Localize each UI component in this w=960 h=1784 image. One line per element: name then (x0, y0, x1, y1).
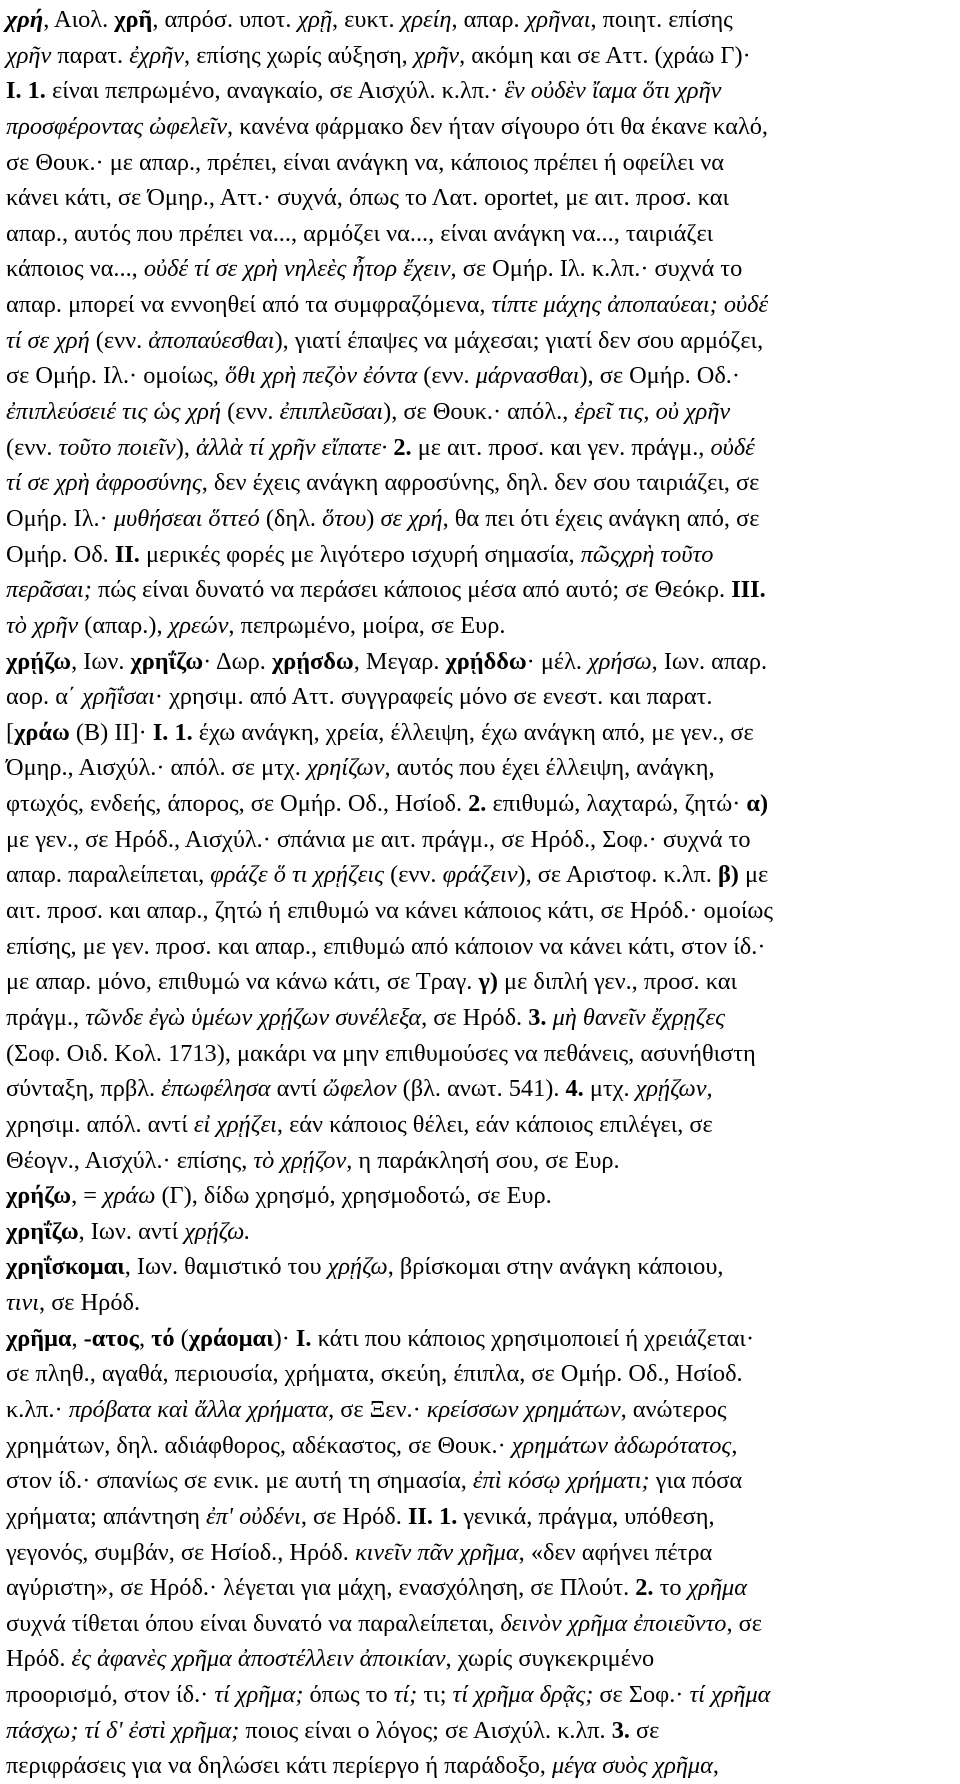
greek-quotation: μέγα συὸς χρῆμα (551, 1752, 713, 1780)
text-line (6, 73, 956, 109)
greek-quotation: χράω (103, 1182, 156, 1210)
definition-text: )· (273, 1324, 296, 1352)
definition-text: αιτ. προσ. και απαρ., ζητώ ή επιθυμώ να κάνει κάποιος κάτι, σε Ηρόδ.· ομοίως (6, 897, 774, 925)
definition-text: ( (174, 1324, 189, 1352)
greek-quotation: ἐπωφέλησα (161, 1075, 271, 1103)
definition-text: , ποιητ. επίσης (590, 6, 733, 33)
definition-text: ), (175, 433, 196, 461)
definition-text: , ακόμη και σε Αττ. (χράω Γ)· (459, 41, 751, 69)
text-line (6, 1570, 956, 1606)
greek-quotation: χρῆν (6, 41, 52, 69)
greek-quotation: χρήσω (588, 647, 652, 675)
text-line (6, 964, 956, 1000)
headword: χράομαι (188, 1324, 274, 1352)
text-line (6, 465, 956, 501)
text-line (6, 1713, 956, 1749)
headword: χρήζω (6, 1182, 72, 1210)
text-line (6, 287, 956, 323)
greek-quotation: τί χρῆμα δρᾷς; (452, 1681, 594, 1709)
text-line (6, 38, 956, 74)
definition-text: , πεπρωμένο, μοίρα, σε Ευρ. (228, 611, 506, 639)
definition-text: επιθυμώ, λαχταρώ, ζητώ· (486, 790, 747, 818)
definition-text: , (712, 1752, 720, 1780)
text-line (6, 644, 956, 680)
headword: χρῄδδω (445, 647, 527, 675)
definition-text: [ (6, 718, 15, 746)
text-line (6, 572, 956, 608)
text-line (6, 822, 956, 858)
greek-quotation: τὸ χρῆν (6, 611, 79, 639)
definition-text: προορισμό, στον ίδ.· (6, 1681, 215, 1709)
definition-text: Ηρόδ. (6, 1645, 72, 1673)
greek-quotation: χρῆΐσαι (82, 683, 155, 711)
definition-text: (Σοφ. Οιδ. Κολ. 1713), μακάρι να μην επιθυμούσες να πεθάνεις, ασυνήθιστη (6, 1039, 756, 1067)
definition-text: πράγμ., (6, 1003, 86, 1031)
definition-text: , Ιων. αντί (78, 1217, 185, 1245)
definition-text: μερικές φορές με λιγότερο ισχυρή σημασία, (139, 540, 581, 568)
greek-quotation: ὤφελον (322, 1075, 397, 1103)
greek-quotation: οὐδέ τί σε χρὴ νηλεὲς ἦτορ ἔχειν (143, 255, 451, 283)
headword: χρῆμα (6, 1324, 72, 1352)
headword: 3. (611, 1716, 630, 1744)
headword: τό (151, 1324, 175, 1352)
definition-text: ), σε Θουκ.· απόλ., (383, 398, 575, 426)
headword: 2. (635, 1574, 654, 1602)
headword: β) (717, 861, 739, 889)
text-line (6, 145, 956, 181)
definition-text: (ενν. (417, 362, 476, 390)
definition-text: μτχ. (583, 1075, 636, 1103)
definition-text: περιφράσεις για να δηλώσει κάτι περίεργο ή παράδοξο, (6, 1752, 552, 1780)
definition-text: , (71, 1324, 84, 1352)
headword: -ατος (83, 1324, 139, 1352)
definition-text: , Ιων. θαμιστικό του (124, 1253, 328, 1281)
text-line (6, 929, 956, 965)
definition-text: φτωχός, ενδεής, άπορος, σε Ομήρ. Οδ., Ησίοδ. (6, 790, 469, 818)
definition-text: το (653, 1574, 688, 1602)
headword: II. (114, 540, 140, 568)
definition-text: , (731, 1431, 738, 1459)
dictionary-page (6, 2, 956, 1784)
text-line (6, 1428, 956, 1464)
definition-text: χρήματα; απάντηση (6, 1502, 207, 1530)
headword: χράω (14, 718, 70, 746)
definition-text: , αυτός που έχει έλλειψη, ανάγκη, (384, 754, 715, 782)
definition-text: Θέογν., Αισχύλ.· επίσης, (6, 1146, 254, 1174)
greek-quotation: πρόβατα καὶ ἄλλα χρήματα (68, 1395, 329, 1423)
definition-text: ), γιατί έπαψες να μάχεσαι; γιατί δεν σου αρμόζει, (274, 326, 764, 354)
text-line (6, 1392, 956, 1428)
text-line (6, 1143, 956, 1179)
greek-quotation: οὐδέ (710, 433, 755, 461)
definition-text: είναι πεπρωμένο, αναγκαίο, σε Αισχύλ. κ.λπ.· (45, 77, 505, 105)
headword: II. 1. (407, 1502, 458, 1530)
greek-quotation: ἐρεῖ τις, οὐ χρῆν (574, 398, 731, 426)
text-line (6, 1606, 956, 1642)
greek-quotation: χρῄζω. (184, 1217, 251, 1245)
greek-quotation: ἀποπαύεσθαι (148, 326, 275, 354)
text-line (6, 251, 956, 287)
text-line (6, 430, 956, 466)
text-line (6, 857, 956, 893)
definition-text: Όμηρ., Αισχύλ.· απόλ. σε μτχ. (6, 754, 307, 782)
definition-text: με διπλή γεν., προσ. και (497, 968, 738, 996)
headword: χρῄσδω (271, 647, 354, 675)
greek-quotation: χρῆναι (525, 6, 591, 33)
definition-text: , απαρ. (451, 6, 526, 33)
definition-text: , «δεν αφήνει πέτρα (518, 1538, 713, 1566)
definition-text: · μέλ. (526, 647, 589, 675)
definition-text: , Ιων. απαρ. (651, 647, 768, 675)
definition-text: , σε Ομήρ. Ιλ. κ.λπ.· συχνά το (450, 255, 743, 283)
definition-text: παρατ. (51, 41, 130, 69)
greek-quotation: χρηίζων (306, 754, 385, 782)
greek-quotation: τοῦτο ποιεῖν (58, 433, 176, 461)
greek-quotation: χρῄζω (327, 1253, 388, 1281)
greek-quotation: ἐπιπλεύσειέ τις ὡς χρή (6, 398, 222, 426)
text-line (6, 1071, 956, 1107)
greek-quotation: τινι (6, 1289, 40, 1317)
definition-text: αντί (270, 1075, 323, 1103)
definition-text: (απαρ.), (78, 611, 169, 639)
definition-text: κ.λπ.· (6, 1395, 69, 1423)
headword: α) (746, 790, 769, 818)
greek-quotation: ὅτου (322, 504, 367, 532)
definition-text: σε Θουκ.· με απαρ., πρέπει, είναι ανάγκη να, κάποιος πρέπει ή οφείλει να (6, 148, 725, 176)
greek-quotation: δεινὸν χρῆμα ἐποιεῦντο (500, 1609, 727, 1637)
text-line (6, 1748, 956, 1784)
text-line (6, 358, 956, 394)
definition-text: αορ. α΄ (6, 683, 83, 711)
text-line (6, 893, 956, 929)
definition-text: όπως το (303, 1681, 394, 1709)
definition-text: , θα πει ότι έχεις ανάγκη από, σε (442, 504, 760, 532)
definition-text: , = (71, 1182, 104, 1210)
headword: 3. (528, 1003, 547, 1031)
text-line (6, 537, 956, 573)
headword: γ) (478, 968, 498, 996)
definition-text: ποιος είναι ο λόγος; σε Αισχύλ. κ.λπ. (239, 1716, 612, 1744)
headword: χρή (6, 6, 44, 33)
text-line (6, 1214, 956, 1250)
greek-quotation: χρῄζων, (635, 1075, 713, 1103)
definition-text: απαρ. μπορεί να εννοηθεί από τα συμφραζόμενα, (6, 291, 492, 319)
definition-text: · Δωρ. (203, 647, 272, 675)
greek-quotation: τὸ χρῄζον (253, 1146, 347, 1174)
greek-quotation: τίπτε μάχης ἀποπαύεαι; οὐδέ (491, 291, 769, 319)
definition-text: , σε (726, 1609, 762, 1637)
text-line (6, 750, 956, 786)
greek-quotation: φράζειν (442, 861, 518, 889)
greek-quotation: τί σε χρὴ ἀφροσύνης (6, 469, 202, 497)
headword: χρῆ (114, 6, 153, 33)
definition-text: , Μεγαρ. (353, 647, 446, 675)
definition-text: σε Σοφ.· (593, 1681, 690, 1709)
headword: χρηΐζω (130, 647, 204, 675)
definition-text: επίσης, με γεν. προσ. και απαρ., επιθυμώ από κάποιον να κάνει κάτι, στον ίδ.· (6, 932, 766, 960)
greek-quotation: ἐπὶ κόσῳ χρήματι; (472, 1467, 650, 1495)
text-line (6, 109, 956, 145)
definition-text: , κανένα φάρμακο δεν ήταν σίγουρο ότι θα έκανε καλό, (227, 112, 769, 140)
greek-quotation: χρεών (168, 611, 229, 639)
greek-quotation: κινεῖν πᾶν χρῆμα (354, 1538, 519, 1566)
text-line (6, 216, 956, 252)
definition-text: , Ιων. (71, 647, 131, 675)
definition-text: Ομήρ. Ιλ.· (6, 504, 114, 532)
definition-text: , Αιολ. (43, 6, 115, 33)
definition-text: , σε Ηρόδ. (421, 1003, 529, 1031)
definition-text: , ευκτ. (332, 6, 401, 33)
greek-quotation: μυθήσεαι ὅττεό (113, 504, 260, 532)
greek-quotation: ἐχρῆν (129, 41, 185, 69)
greek-quotation: τί σε χρή (6, 326, 90, 354)
text-line (6, 501, 956, 537)
greek-quotation: τί χρῆμα (689, 1681, 771, 1709)
definition-text: , σε Ηρόδ. (39, 1289, 141, 1317)
text-line (6, 1249, 956, 1285)
headword: χρηΐζω (6, 1217, 79, 1245)
greek-quotation: ἐς ἀφανὲς χρῆμα ἀποστέλλειν ἀποικίαν (71, 1645, 446, 1673)
text-line (6, 1321, 956, 1357)
definition-text: · χρησιμ. από Αττ. συγγραφείς μόνο σε ενεστ. και παρατ. (154, 683, 713, 711)
definition-text: ) (366, 504, 381, 532)
definition-text: κάποιος να..., (6, 255, 144, 283)
definition-text: με αιτ. προσ. και γεν. πράγμ., (411, 433, 711, 461)
text-line (6, 1463, 956, 1499)
definition-text: τι; (417, 1681, 453, 1709)
greek-quotation: πάσχω; τί δ' ἐστὶ χρῆμα; (6, 1716, 240, 1744)
text-line (6, 1641, 956, 1677)
text-line (6, 715, 956, 751)
greek-quotation: εἰ χρῄζει (193, 1110, 277, 1138)
definition-text: (Γ), δίδω χρησμό, χρησμοδοτώ, σε Ευρ. (155, 1182, 552, 1210)
greek-quotation: τί; (393, 1681, 418, 1709)
greek-quotation: μάρνασθαι (475, 362, 580, 390)
greek-quotation: χρῇ (297, 6, 333, 33)
definition-text: , εάν κάποιος θέλει, εάν κάποιος επιλέγει, σε (276, 1110, 713, 1138)
text-line (6, 679, 956, 715)
definition-text: ), σε Ομήρ. Οδ.· (579, 362, 740, 390)
definition-text: πώς είναι δυνατό να περάσει κάποιος μέσα από αυτό; σε Θεόκρ. (91, 576, 732, 604)
definition-text: απαρ., αυτός που πρέπει να..., αρμόζει να..., είναι ανάγκη να..., ταιριάζει (6, 219, 714, 247)
greek-quotation: περᾶσαι; (6, 576, 92, 604)
text-line (6, 180, 956, 216)
definition-text: (βλ. ανωτ. 541). (396, 1075, 566, 1103)
text-line (6, 786, 956, 822)
text-line (6, 1499, 956, 1535)
greek-quotation: ἐπ' οὐδένι (206, 1502, 301, 1530)
definition-text: , η παράκλησή σου, σε Ευρ. (346, 1146, 620, 1174)
text-line (6, 1000, 956, 1036)
definition-text: σε Ομήρ. Ιλ.· ομοίως, (6, 362, 225, 390)
headword: I. (295, 1324, 312, 1352)
text-line (6, 1036, 956, 1072)
definition-text: , ανώτερος (620, 1395, 727, 1423)
greek-quotation: φράζε ὅ τι χρῄζεις (210, 861, 385, 889)
text-line (6, 1178, 956, 1214)
headword: I. 1. (6, 77, 46, 105)
greek-quotation: χρείη (400, 6, 452, 33)
definition-text: χρημάτων, δηλ. αδιάφθορος, αδέκαστος, σε Θουκ.· (6, 1431, 512, 1459)
greek-quotation: κρείσσων χρημάτων (426, 1395, 621, 1423)
definition-text: , σε Ηρόδ. (300, 1502, 408, 1530)
text-line (6, 1677, 956, 1713)
definition-text: στον ίδ.· σπανίως σε ενικ. με αυτή τη σημασία, (6, 1467, 473, 1495)
headword: III. (731, 576, 766, 604)
definition-text: , σε Ξεν.· (328, 1395, 427, 1423)
definition-text: (ενν. (6, 433, 59, 461)
headword: χρῄζω (6, 647, 72, 675)
definition-text: , χωρίς συγκεκριμένο (445, 1645, 655, 1673)
text-line (6, 1285, 956, 1321)
greek-quotation: χρῆν (413, 41, 460, 69)
definition-text: σύνταξη, πρβλ. (6, 1075, 162, 1103)
greek-quotation: μὴ θανεῖν ἔχρῃζες (552, 1003, 726, 1031)
headword: 2. (393, 433, 412, 461)
definition-text: γενικά, πράγμα, υπόθεση, (457, 1502, 715, 1530)
headword: I. 1. (152, 718, 193, 746)
definition-text: απαρ. παραλείπεται, (6, 861, 211, 889)
greek-quotation: ἓν οὐδὲν ἴαμα ὅτι χρῆν (504, 77, 722, 105)
definition-text: (Β) ΙΙ]· (69, 718, 153, 746)
definition-text: με απαρ. μόνο, επιθυμώ να κάνω κάτι, σε Τραγ. (6, 968, 479, 996)
definition-text: (ενν. (384, 861, 443, 889)
definition-text: , βρίσκομαι στην ανάγκη κάποιου, (387, 1253, 724, 1281)
greek-quotation: τῶνδε ἐγὼ ὑμέων χρῄζων συνέλεξα (85, 1003, 422, 1031)
headword: χρηΐσκομαι (6, 1253, 125, 1281)
greek-quotation: πῶςχρὴ τοῦτο (580, 540, 714, 568)
greek-quotation: προσφέροντας ὠφελεῖν (6, 112, 228, 140)
definition-text: (ενν. (89, 326, 149, 354)
text-line (6, 2, 956, 38)
definition-text: με γεν., σε Ηρόδ., Αισχύλ.· σπάνια με αιτ. πράγμ., σε Ηρόδ., Σοφ.· συχνά το (6, 825, 751, 853)
definition-text: χρησιμ. απόλ. αντί (6, 1110, 194, 1138)
greek-quotation: ὅθι χρὴ πεζὸν ἐόντα (224, 362, 418, 390)
definition-text: αγύριστη», σε Ηρόδ.· λέγεται για μάχη, ενασχόληση, σε Πλούτ. (6, 1574, 636, 1602)
text-line (6, 394, 956, 430)
greek-quotation: τί χρῆμα; (214, 1681, 304, 1709)
definition-text: κάτι που κάποιος χρησιμοποιεί ή χρειάζεται· (311, 1324, 755, 1352)
definition-text: συχνά τίθεται όπου είναι δυνατό να παραλείπεται, (6, 1609, 501, 1637)
definition-text: κάνει κάτι, σε Όμηρ., Αττ.· συχνά, όπως το Λατ. oportet, με αιτ. προσ. και (6, 184, 729, 212)
text-line (6, 1356, 956, 1392)
definition-text: σε πληθ., αγαθά, περιουσία, χρήματα, σκεύη, έπιπλα, σε Ομήρ. Οδ., Ησίοδ. (6, 1360, 743, 1388)
greek-quotation: σε χρή (380, 504, 443, 532)
definition-text: ), σε Αριστοφ. κ.λπ. (517, 861, 718, 889)
definition-text: Ομήρ. Οδ. (6, 540, 115, 568)
greek-quotation: χρῆμα (687, 1574, 748, 1602)
definition-text: , επίσης χωρίς αύξηση, (184, 41, 414, 69)
definition-text: (δηλ. (259, 504, 323, 532)
definition-text: για πόσα (649, 1467, 743, 1495)
definition-text: γεγονός, συμβάν, σε Ησίοδ., Ηρόδ. (6, 1538, 355, 1566)
text-line (6, 1535, 956, 1571)
definition-text: , απρόσ. υποτ. (152, 6, 298, 33)
definition-text: , (138, 1324, 152, 1352)
definition-text: , δεν έχεις ανάγκη αφροσύνης, δηλ. δεν σου ταιριάζει, σε (201, 469, 760, 497)
text-line (6, 608, 956, 644)
definition-text: σε (629, 1716, 660, 1744)
text-line (6, 1107, 956, 1143)
greek-quotation: ἐπιπλεῦσαι (279, 398, 384, 426)
greek-quotation: ἀλλὰ τί χρῆν εἴπατε· (196, 433, 388, 461)
headword: 2. (468, 790, 487, 818)
text-line (6, 323, 956, 359)
greek-quotation: χρημάτων ἀδωρότατος (511, 1431, 732, 1459)
definition-text: με (738, 861, 769, 889)
definition-text: έχω ανάγκη, χρεία, έλλειψη, έχω ανάγκη από, με γεν., σε (192, 718, 754, 746)
definition-text: (ενν. (221, 398, 280, 426)
headword: 4. (565, 1075, 584, 1103)
